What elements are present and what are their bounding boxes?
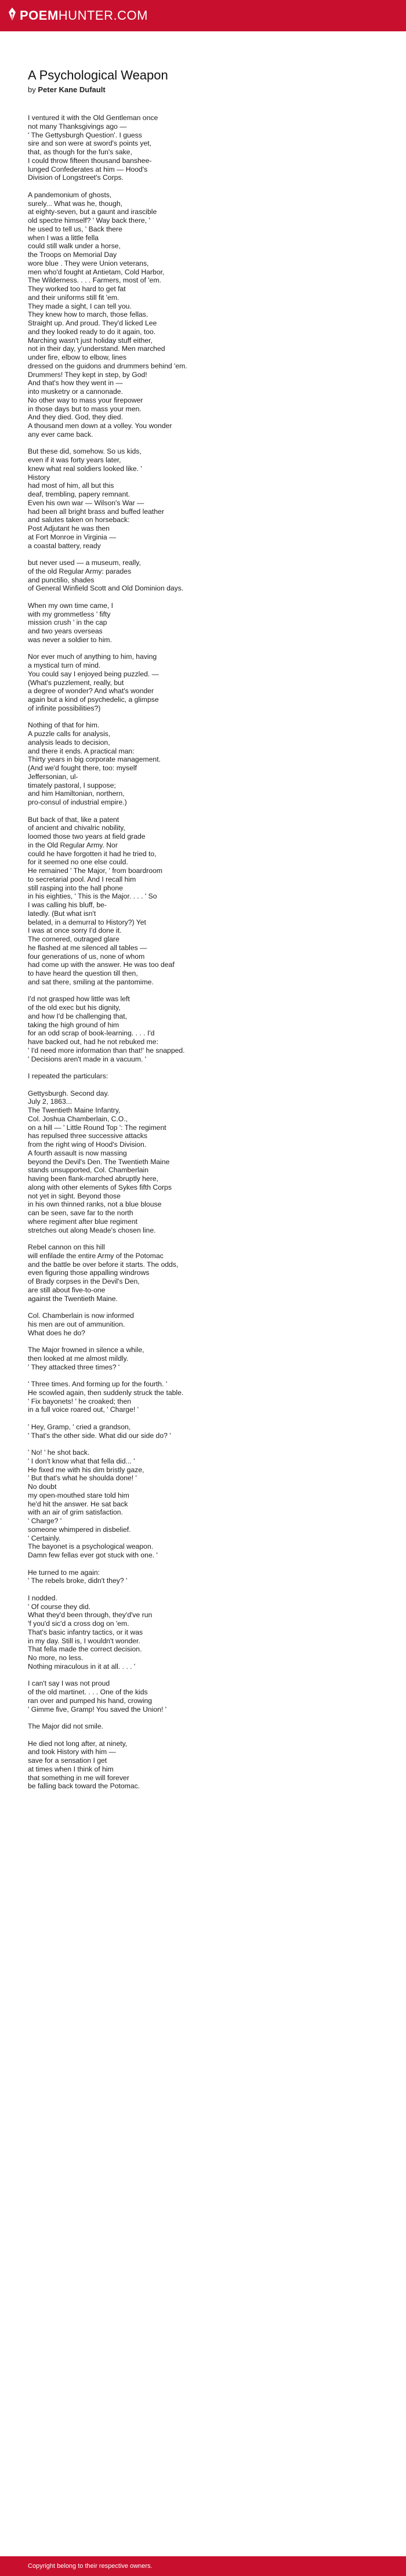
poem-line: The bayonet is a psychological weapon. <box>28 1542 154 1551</box>
poem-line: old spectre himself? ' Way back there, ' <box>28 216 150 224</box>
poem-line: He scowled again, then suddenly struck the table. <box>28 1388 184 1397</box>
poem-line: even figuring those appalling windrows <box>28 1269 150 1277</box>
poem-line: stands unsupported, Col. Chamberlain <box>28 1166 148 1175</box>
poem-stanza <box>28 721 378 807</box>
poem-line: No other way to mass your firepower <box>28 396 143 404</box>
poem-line: ' Certainly. <box>28 1534 61 1542</box>
poem-line: Nor ever much of anything to him, having <box>28 653 157 661</box>
poem-line: Damn few fellas ever got stuck with one. ' <box>28 1551 158 1559</box>
poem-line: That fella made the correct decision. <box>28 1645 142 1654</box>
poem-line: at eighty-seven, but a gaunt and irascible <box>28 208 157 216</box>
poem-line: at times when I think of him <box>28 1765 114 1773</box>
poem-stanza <box>28 1568 378 1586</box>
poem-line: No more, no less. <box>28 1654 84 1662</box>
poem-line: of the old exec but his dignity, <box>28 1003 121 1012</box>
poem-stanza <box>28 1089 378 1235</box>
poem-line: along with other elements of Sykes fifth Corps <box>28 1183 172 1191</box>
poem-line: with an air of grim satisfaction. <box>28 1508 123 1517</box>
poem-line: You could say I enjoyed being puzzled. — <box>28 669 159 678</box>
poem-line: any ever came back. <box>28 430 93 439</box>
poem-stanza <box>28 653 378 712</box>
poem-line: Col. Joshua Chamberlain, C.O., <box>28 1114 128 1123</box>
poem-line: But these did, somehow. So us kids, <box>28 447 142 456</box>
poem-stanza <box>28 559 378 593</box>
poem-line: to secretarial pool. And I recall him <box>28 875 136 883</box>
poem-stanza <box>28 1722 378 1731</box>
poem-line: in a full voice roared out, ' Charge! ' <box>28 1405 139 1414</box>
poem-line: that something in me will forever <box>28 1773 129 1782</box>
poem-line: he used to tell us, ' Back there <box>28 224 122 233</box>
poem-line: The Major did not smile. <box>28 1722 104 1730</box>
poem-line: A pandemonium of ghosts, <box>28 190 112 199</box>
poem-line: knew what real soldiers looked like. ' <box>28 464 142 473</box>
poem-stanza <box>28 1740 378 1791</box>
poem-line: had been all bright brass and buffed leather <box>28 507 164 516</box>
poem-line: I was at once sorry I'd done it. <box>28 926 122 935</box>
poem-line: surely... What was he, though, <box>28 199 123 208</box>
poem-line: analysis leads to decision, <box>28 738 110 747</box>
poem-line: under fire, elbow to elbow, lines <box>28 353 127 361</box>
poem-stanza <box>28 1594 378 1671</box>
poem-line: could he have forgotten it had he tried to, <box>28 849 157 858</box>
poem-line: Even his own war — Wilson's War — <box>28 498 144 507</box>
poem-line: ' Gimme five, Gramp! You saved the Union! ' <box>28 1705 167 1713</box>
poem-line: ' The rebels broke, didn't they? ' <box>28 1577 128 1585</box>
poem-line: of the old martinet. . . . One of the kids <box>28 1688 148 1696</box>
poem-line: ' Three times. And forming up for the fourth. ' <box>28 1380 168 1388</box>
poem-line: where regiment after blue regiment <box>28 1217 138 1226</box>
poem-line: Jeffersonian, ul- <box>28 772 78 781</box>
poem-line: that, as though for the fun's sake, <box>28 148 132 156</box>
poem-line: had come up with the answer. He was too deaf <box>28 961 175 969</box>
copyright-text: Copyright belong to their respective owners. <box>28 2563 153 2570</box>
poem-line: ' But that's what he shoulda done! ' <box>28 1474 137 1483</box>
poem-line: again but a kind of psychedelic, a glimpse <box>28 695 159 704</box>
poem-line: No doubt <box>28 1483 57 1491</box>
poem-line: 'f you'd sic'd a cross dog on 'em. <box>28 1619 129 1628</box>
poem-line: not yet in sight. Beyond those <box>28 1191 121 1200</box>
poem-line: on a hill — ' Little Round Top ': The regiment <box>28 1123 166 1132</box>
poem-line: Col. Chamberlain is now informed <box>28 1311 134 1320</box>
poem-line: ' They attacked three times? ' <box>28 1363 120 1371</box>
poem-line: but never used — a museum, really, <box>28 559 141 567</box>
poem-line: I nodded. <box>28 1593 57 1602</box>
poem-line: lunged Confederates at him — Hood's <box>28 165 148 173</box>
poem-line: The Twentieth Maine Infantry, <box>28 1106 121 1114</box>
poem-line: They worked too hard to get fat <box>28 285 126 293</box>
poem-line: I could throw fifteen thousand banshee- <box>28 156 152 165</box>
poem-line: Marching wasn't just holiday stuff either, <box>28 336 153 345</box>
poem-line: ' That's the other side. What did our side do? ' <box>28 1431 171 1440</box>
poem-line: had most of him, all but this <box>28 481 114 490</box>
poem-line: even if it was forty years later, <box>28 456 121 464</box>
poem-line: at Fort Monroe in Virginia — <box>28 532 117 541</box>
poem-line: has repulsed three successive attacks <box>28 1132 147 1140</box>
poem-line: deaf, trembling, papery remnant. <box>28 490 130 498</box>
poem-line: Post Adjutant he was then <box>28 524 110 532</box>
poem-line: (And we'd fought there, too: myself <box>28 764 137 772</box>
poem-line: in his own thinned ranks, not a blue blouse <box>28 1200 162 1209</box>
poem-line: dressed on the guidons and drummers behind 'em. <box>28 361 187 370</box>
poem-line: save for a sensation I get <box>28 1756 107 1765</box>
poem-line: in my day. Still is, I wouldn't wonder. <box>28 1636 140 1645</box>
poem-line: When my own time came, I <box>28 601 113 610</box>
byline-label: by <box>28 85 36 94</box>
poem-line: of Brady corpses in the Devil's Den, <box>28 1277 140 1285</box>
poem-line: in those days but to mass your men. <box>28 404 142 413</box>
poem-line: Division of Longstreet's Corps. <box>28 173 124 182</box>
poem-line: But back of that, like a patent <box>28 815 119 824</box>
poem-line: of General Winfield Scott and Old Dominion days. <box>28 584 184 593</box>
poem-line: That's basic infantry tactics, or it was <box>28 1628 143 1636</box>
poem-line: July 2, 1863... <box>28 1097 72 1106</box>
poem-line: He remained ' The Major, ' from boardroom <box>28 867 163 875</box>
poem-line: He fixed me with his dim bristly gaze, <box>28 1465 144 1474</box>
poem-line: he'd hit the answer. He sat back <box>28 1499 128 1508</box>
poem-line: and there it ends. A practical man: <box>28 747 135 755</box>
poem-line: Nothing miraculous in it at all. . . . ' <box>28 1662 136 1671</box>
poem-line: a mystical turn of mind. <box>28 661 101 669</box>
poem-line: can be seen, save far to the north <box>28 1209 133 1217</box>
poem-line: And that's how they went in — <box>28 379 123 387</box>
poem-content <box>0 67 406 1791</box>
poem-line: still rasping into the hall phone <box>28 883 123 892</box>
poem-line: loomed those two years at field grade <box>28 832 146 840</box>
site-header <box>0 0 406 31</box>
poem-line: I can't say I was not proud <box>28 1679 110 1688</box>
poem-line: not many Thanksgivings ago — <box>28 122 127 131</box>
poem-line: ran over and pumped his hand, crowing <box>28 1696 153 1705</box>
poem-line: men who'd fought at Antietam, Cold Harbor, <box>28 267 165 276</box>
poem-line: wore blue . They were Union veterans, <box>28 259 149 267</box>
poem-stanza <box>28 191 378 439</box>
poem-line: a degree of wonder? And what's wonder <box>28 687 154 695</box>
poem-line: into musketry or a cannonade. <box>28 387 123 396</box>
poem-line: The Major frowned in silence a while, <box>28 1346 144 1354</box>
poem-stanza <box>28 1380 378 1414</box>
poem-line: against the Twentieth Maine. <box>28 1294 118 1303</box>
poem-line: ' I'd need more information than that!' he snapped. <box>28 1046 185 1055</box>
poem-stanza <box>28 447 378 550</box>
poem-line: History <box>28 473 50 481</box>
poem-line: timately pastoral, I suppose; <box>28 781 116 789</box>
poem-line: I'd not grasped how little was left <box>28 995 130 1003</box>
poem-line: ' No! ' he shot back. <box>28 1448 90 1457</box>
poem-stanza <box>28 114 378 182</box>
site-logo[interactable] <box>8 8 148 24</box>
poem-line: and their uniforms still fit 'em. <box>28 293 119 302</box>
poem-line: ' Of course they did. <box>28 1602 91 1611</box>
poem-line: then looked at me almost mildly. <box>28 1354 129 1363</box>
poem-line: A thousand men down at a volley. You wonder <box>28 422 172 430</box>
poem-line: ' Decisions aren't made in a vacuum. ' <box>28 1055 147 1063</box>
poem-line: Drummers! They kept in step, by God! <box>28 370 147 379</box>
poem-byline <box>28 85 378 95</box>
poem-line: of the old Regular Army: parades <box>28 567 132 575</box>
poem-line: be falling back toward the Potomac. <box>28 1782 140 1791</box>
poem-line: for it seemed no one else could. <box>28 858 128 867</box>
poem-line: beyond the Devil's Den. The Twentieth Maine <box>28 1157 170 1166</box>
poem-line: and how I'd be challenging that, <box>28 1012 128 1020</box>
poem-stanza <box>28 1423 378 1440</box>
poem-stanza <box>28 602 378 644</box>
poem-stanza <box>28 1072 378 1081</box>
logo-text-light: HUNTER.COM <box>58 8 148 23</box>
poem-line: four generations of us, none of whom <box>28 952 145 961</box>
poem-line: to have heard the question till then, <box>28 969 138 977</box>
poem-line: and the battle be over before it starts. The odds, <box>28 1260 179 1269</box>
poem-line: in his eighties, ' This is the Major. . . . ' So <box>28 892 157 901</box>
poem-line: ' The Gettysburgh Question'. I guess <box>28 131 142 139</box>
poem-line: of ancient and chivalric nobility, <box>28 824 125 832</box>
poem-line: stretches out along Meade's chosen line. <box>28 1226 156 1234</box>
poem-stanza <box>28 1311 378 1337</box>
poem-stanza <box>28 1243 378 1303</box>
poem-line: (What's puzzlement, really, but <box>28 678 124 687</box>
poem-stanza <box>28 1346 378 1371</box>
poem-line: belated, in a demurral to History?) Yet <box>28 918 146 926</box>
poem-line: Gettysburgh. Second day. <box>28 1089 110 1097</box>
poem-line: have backed out, had he not rebuked me: <box>28 1038 158 1046</box>
site-footer <box>0 2556 406 2576</box>
poem-line: and salutes taken on horseback: <box>28 516 130 524</box>
poem-line: They made a sight, I can tell you. <box>28 302 132 310</box>
poem-line: And they died. God, they died. <box>28 413 123 422</box>
poem-line: the Troops on Memorial Day <box>28 251 117 259</box>
poem-line: I repeated the particulars: <box>28 1072 108 1080</box>
poem-line: and punctilio, shades <box>28 575 95 584</box>
poem-line: in the Old Regular Army. Nor <box>28 840 118 849</box>
poem-line: I was calling his bluff, be- <box>28 901 107 909</box>
poem-line: Nothing of that for him. <box>28 721 100 730</box>
poem-line: with my grommetless ' fifty <box>28 610 111 618</box>
pen-nib-icon <box>8 8 16 24</box>
poem-line: A fourth assault is now massing <box>28 1148 127 1157</box>
poem-stanza <box>28 995 378 1063</box>
poem-line: Thirty years in big corporate management. <box>28 755 161 764</box>
poem-line: What does he do? <box>28 1328 85 1337</box>
poem-line: A puzzle calls for analysis, <box>28 730 111 738</box>
poem-line: They knew how to march, those fellas. <box>28 310 148 319</box>
poem-line: my open-mouthed stare told him <box>28 1491 129 1499</box>
poem-line: ' Fix bayonets! ' he croaked; then <box>28 1397 132 1405</box>
poem-line: mission crush ' in the cap <box>28 618 107 627</box>
poem-stanza <box>28 1448 378 1560</box>
poem-line: What they'd been through, they'd've run <box>28 1611 153 1619</box>
poem-line: pro-consul of industrial empire.) <box>28 798 127 806</box>
poem-line: sire and son were at sword's points yet, <box>28 139 152 148</box>
poem-stanza <box>28 816 378 987</box>
poem-line: will enfilade the entire Army of the Potomac <box>28 1251 164 1260</box>
poem-line: someone whimpered in disbelief. <box>28 1525 131 1534</box>
poem-line: are still about five-to-one <box>28 1285 106 1294</box>
poem-line: ' Hey, Gramp, ' cried a grandson, <box>28 1422 131 1431</box>
poem-line: The cornered, outraged glare <box>28 935 119 943</box>
poem-line: a coastal battery, ready <box>28 541 101 550</box>
poem-line: not in their day, y'understand. Men marched <box>28 345 165 353</box>
poem-line: of infinite possibilities?) <box>28 704 101 712</box>
poem-line: The Wilderness. . . . Farmers, most of 'em. <box>28 276 161 285</box>
poem-line: ' Charge? ' <box>28 1517 62 1525</box>
logo-text-bold: POEM <box>20 8 59 23</box>
poem-line: I ventured it with the Old Gentleman once <box>28 114 158 122</box>
poem-line: He died not long after, at ninety, <box>28 1739 128 1748</box>
poem-title: A Psychological Weapon <box>28 68 168 82</box>
poem-line: He turned to me again: <box>28 1568 100 1577</box>
poem-line: could still walk under a horse, <box>28 242 121 251</box>
poem-line: when I was a little fella <box>28 233 99 242</box>
poem-line: ' I don't know what that fella did... ' <box>28 1457 135 1465</box>
poem-body <box>28 114 378 1791</box>
poem-line: latedly. (But what isn't <box>28 909 96 918</box>
author-name[interactable]: Peter Kane Dufault <box>38 85 106 94</box>
poem-line: he flashed at me silenced all tables — <box>28 943 147 952</box>
poem-line: for an odd scrap of book-learning. . . . I'd <box>28 1029 155 1038</box>
poem-line: and two years overseas <box>28 627 103 635</box>
poem-stanza <box>28 1679 378 1713</box>
poem-line: Rebel cannon on this hill <box>28 1243 105 1251</box>
poem-line: and sat there, smiling at the pantomime. <box>28 977 154 986</box>
poem-line: and took History with him — <box>28 1748 116 1756</box>
poem-line: and him Hamiltonian, northern, <box>28 789 125 798</box>
poem-line: his men are out of ammunition. <box>28 1320 125 1328</box>
poem-line: was never a soldier to him. <box>28 635 112 644</box>
poem-line: from the right wing of Hood's Division. <box>28 1140 147 1148</box>
poem-line: and they looked ready to do it again, too. <box>28 327 156 336</box>
poem-line: having been flank-marched abruptly here, <box>28 1175 158 1183</box>
poem-line: taking the high ground of him <box>28 1020 119 1029</box>
poem-line: Straight up. And proud. They'd licked Lee <box>28 319 157 327</box>
